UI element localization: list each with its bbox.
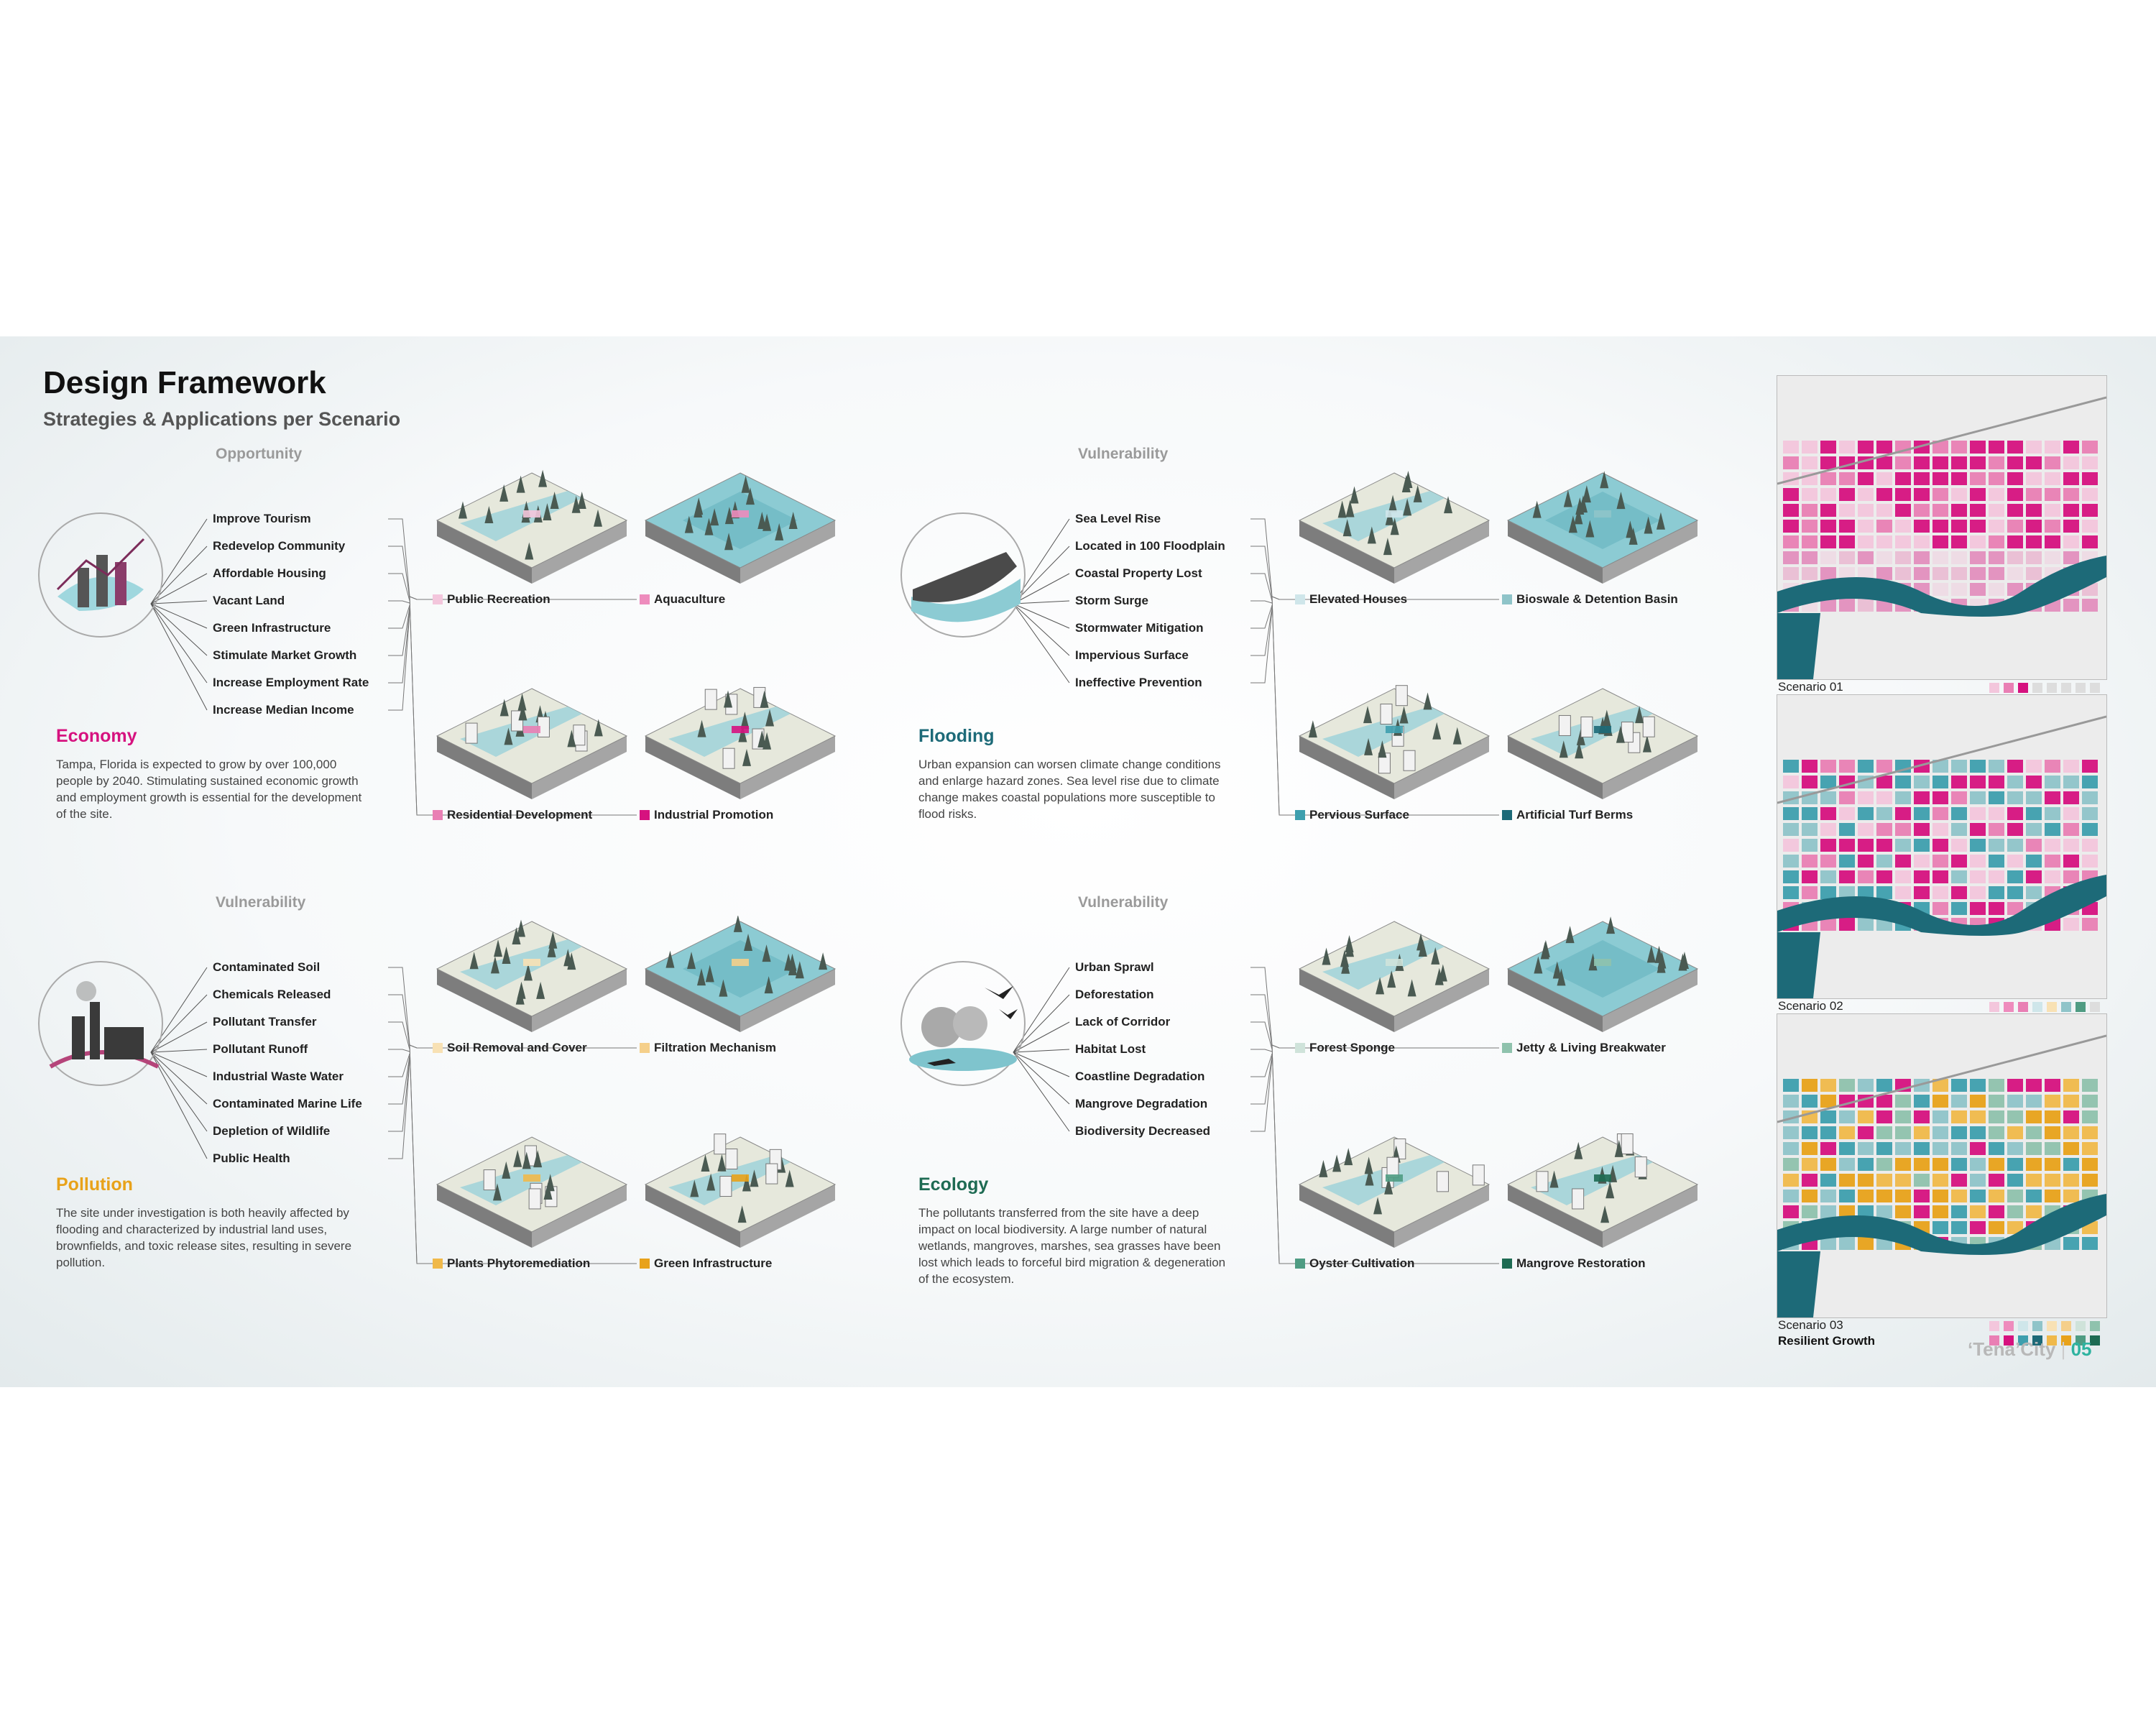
category-title: Economy [56,726,137,746]
strategy-swatch [1295,1043,1305,1053]
factor-item: Urban Sprawl [1075,960,1154,974]
scenario-map [1777,1013,2107,1318]
strategy-label [1295,592,1407,607]
legend-swatch [2076,1321,2086,1331]
strategy-swatch [1295,810,1305,820]
strategy-swatch [1502,1043,1512,1053]
factor-item: Increase Employment Rate [213,676,369,689]
factor-item: Mangrove Degradation [1075,1097,1208,1110]
factor-item: Contaminated Marine Life [213,1097,362,1110]
strategy-label [640,808,773,822]
legend-swatch [2047,1002,2057,1012]
strategy-swatch [1502,594,1512,604]
page-number: 05 [2070,1338,2092,1360]
quadrant-heading: Opportunity [216,446,303,462]
factor-item: Increase Median Income [213,703,354,717]
category-title: Flooding [918,726,995,746]
strategy-swatch [640,1259,650,1269]
factor-item: Stimulate Market Growth [213,648,357,662]
factor-item: Affordable Housing [213,566,326,580]
scenario-name: Resilient Growth [1778,1334,1876,1348]
strategy-illustration [640,1131,841,1275]
scenario-map [1777,375,2107,680]
factor-item: Impervious Surface [1075,648,1189,662]
footer [1968,1338,2091,1361]
strategy-label [433,592,550,607]
strategy-text: Artificial Turf Berms [1516,808,1634,822]
factor-item: Biodiversity Decreased [1075,1124,1211,1138]
strategy-illustration [1294,916,1495,1059]
factor-item: Habitat Lost [1075,1042,1146,1056]
legend-swatch [2061,1321,2071,1331]
strategy-label [1502,1256,1645,1271]
strategy-text: Residential Development [447,808,593,822]
legend-swatch [2032,683,2042,693]
legend-swatch [2004,1321,2014,1331]
strategy-swatch [1502,1259,1512,1269]
category-description: The site under investigation is both heavily affected by flooding and characterized by industrial land uses, brownfields, and toxic release sites, resulting in severe pollution. [56,1206,352,1269]
legend-swatch [2018,1321,2028,1331]
strategy-label [1295,1256,1414,1271]
factor-item: Storm Surge [1075,594,1149,607]
strategy-illustration [640,916,841,1059]
page-title: Design Framework [43,365,326,400]
strategy-text: Filtration Mechanism [654,1041,777,1054]
strategy-text: Bioswale & Detention Basin [1516,592,1678,606]
quadrant-heading: Vulnerability [1078,894,1169,911]
legend-swatch [2032,1002,2042,1012]
factor-item: Public Health [213,1151,290,1165]
factor-item: Green Infrastructure [213,621,331,635]
strategy-illustration [431,467,632,611]
strategy-illustration [1294,467,1495,611]
pollution-factory-icon [36,959,165,1092]
scenario-label: Scenario 03 [1778,1318,1843,1332]
strategy-illustration [1502,467,1703,611]
category-title: Ecology [918,1174,989,1195]
strategy-swatch [433,1259,443,1269]
category-title: Pollution [56,1174,133,1195]
strategy-label [640,592,725,607]
ecology-wildlife-icon [898,959,1028,1092]
factor-item: Pollutant Transfer [213,1015,317,1029]
factor-item: Contaminated Soil [213,960,321,974]
strategy-label [433,808,592,822]
strategy-illustration [431,916,632,1059]
factor-item: Pollutant Runoff [213,1042,308,1056]
strategy-illustration [431,683,632,827]
project-name: ‘Tena’City [1968,1338,2056,1360]
factor-item: Located in 100 Floodplain [1075,539,1225,553]
legend-swatch [2018,683,2028,693]
legend-swatch [1989,1321,1999,1331]
legend-swatch [2090,683,2100,693]
strategy-label [640,1256,772,1271]
factor-item: Coastline Degradation [1075,1070,1205,1083]
strategy-illustration [640,683,841,827]
factor-item: Sea Level Rise [1075,512,1161,525]
strategy-label [433,1256,590,1271]
factor-item: Improve Tourism [213,512,311,525]
scenario-label: Scenario 01 [1778,680,1843,694]
flooding-coast-icon [898,510,1028,643]
scenario-label: Scenario 02 [1778,999,1843,1013]
legend-swatch [2047,683,2057,693]
factor-item: Stormwater Mitigation [1075,621,1204,635]
legend-swatch [2004,1002,2014,1012]
legend-swatch [2047,1321,2057,1331]
strategy-swatch [1502,810,1512,820]
strategy-swatch [640,810,650,820]
legend-swatch [2004,683,2014,693]
legend-swatch [2032,1321,2042,1331]
strategy-label [433,1041,587,1055]
legend-swatch [2018,1002,2028,1012]
strategy-text: Aquaculture [654,592,726,606]
strategy-label [1502,592,1678,607]
strategy-text: Green Infrastructure [654,1256,773,1270]
strategy-illustration [1502,916,1703,1059]
legend-swatch [2076,683,2086,693]
factor-item: Vacant Land [213,594,285,607]
strategy-illustration [1502,1131,1703,1275]
strategy-label [1295,808,1409,822]
factor-item: Ineffective Prevention [1075,676,1202,689]
legend-swatch [2061,1002,2071,1012]
scenario-map [1777,694,2107,999]
strategy-text: Mangrove Restoration [1516,1256,1646,1270]
strategy-text: Jetty & Living Breakwater [1516,1041,1666,1054]
factor-item: Lack of Corridor [1075,1015,1171,1029]
category-description: Tampa, Florida is expected to grow by over 100,000 people by 2040. Stimulating sustained economic growth and employment growth is essential for the development of the site. [56,758,362,821]
factor-item: Redevelop Community [213,539,346,553]
strategy-illustration [640,467,841,611]
strategy-swatch [433,810,443,820]
strategy-illustration [1502,683,1703,827]
strategy-swatch [640,1043,650,1053]
strategy-text: Soil Removal and Cover [447,1041,587,1054]
legend-swatch [1989,683,1999,693]
strategy-text: Forest Sponge [1309,1041,1396,1054]
strategy-swatch [640,594,650,604]
strategy-swatch [1295,594,1305,604]
strategy-label [1502,808,1633,822]
strategy-illustration [1294,683,1495,827]
strategy-text: Oyster Cultivation [1309,1256,1415,1270]
quadrant-heading: Vulnerability [1078,446,1169,462]
strategy-text: Pervious Surface [1309,808,1409,822]
footer-separator: | [2060,1338,2066,1360]
factor-item: Chemicals Released [213,988,331,1001]
strategy-text: Industrial Promotion [654,808,774,822]
category-description: Urban expansion can worsen climate change conditions and enlarge hazard zones. Sea level rise due to climate change makes coastal populations more susceptible to flood risks. [918,758,1221,821]
legend-swatch [2061,683,2071,693]
strategy-label [1295,1041,1395,1055]
strategy-text: Public Recreation [447,592,550,606]
category-description: The pollutants transferred from the site have a deep impact on local biodiversity. A large number of natural wetlands, mangroves, marshes, sea grasses have been lost which leads to forceful bird migration & degeneration of the ecosystem. [918,1206,1226,1286]
factor-item: Industrial Waste Water [213,1070,344,1083]
legend-swatch [1989,1002,1999,1012]
strategy-illustration [1294,1131,1495,1275]
factor-item: Depletion of Wildlife [213,1124,331,1138]
strategy-swatch [433,594,443,604]
quadrant-heading: Vulnerability [216,894,306,911]
economy-chart-icon [36,510,165,643]
legend-swatch [2090,1321,2100,1331]
legend-swatch [2076,1002,2086,1012]
legend-swatch [2090,1002,2100,1012]
strategy-label [1502,1041,1666,1055]
strategy-text: Elevated Houses [1309,592,1408,606]
page-subtitle: Strategies & Applications per Scenario [43,408,401,430]
strategy-illustration [431,1131,632,1275]
factor-item: Deforestation [1075,988,1154,1001]
strategy-swatch [1295,1259,1305,1269]
strategy-label [640,1041,776,1055]
factor-item: Coastal Property Lost [1075,566,1202,580]
strategy-swatch [433,1043,443,1053]
strategy-text: Plants Phytoremediation [447,1256,591,1270]
